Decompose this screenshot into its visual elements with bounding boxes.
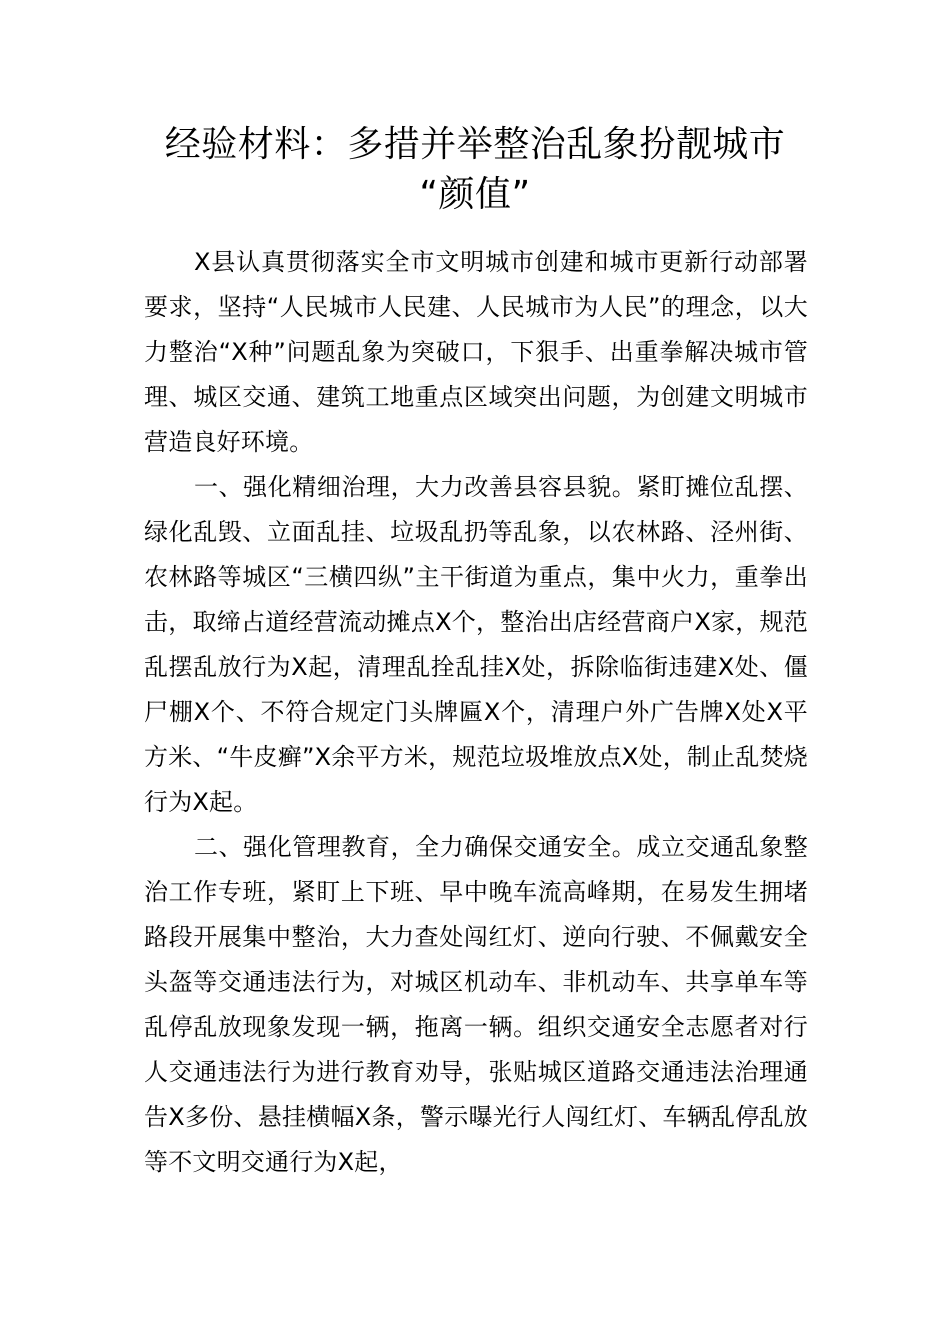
document-title [120, 120, 830, 220]
intro-paragraph: X县认真贯彻落实全市文明城市创建和城市更新行动部署要求，坚持“人民城市人民建、人民城市为人民”的理念，以大力整治“X种”问题乱象为突破口，下狠手、出重拳解决城市管理、城区交通、建筑工地重点区域突出问题，为创建文明城市营造良好环境。 [144, 248, 808, 456]
title-line-1: 经验材料：多措并举整治乱象扮靓城市 [164, 124, 786, 165]
title-line-2: “颜值” [419, 174, 531, 215]
document-body [144, 240, 808, 1185]
section-two-paragraph: 二、强化管理教育，全力确保交通安全。成立交通乱象整治工作专班，紧盯上下班、早中晚车流高峰期，在易发生拥堵路段开展集中整治，大力查处闯红灯、逆向行驶、不佩戴安全头盔等交通违法行为，对城区机动车、非机动车、共享单车等乱停乱放现象发现一辆，拖离一辆。组织交通安全志愿者对行人交通违法行为进行教育劝导，张贴城区道路交通违法治理通告X多份、悬挂横幅X条，警示曝光行人闯红灯、车辆乱停乱放等不文明交通行为X起， [144, 833, 808, 1176]
section-one-paragraph: 一、强化精细治理，大力改善县容县貌。紧盯摊位乱摆、绿化乱毁、立面乱挂、垃圾乱扔等乱象，以农林路、泾州街、农林路等城区“三横四纵”主干街道为重点，集中火力，重拳出击，取缔占道经营流动摊点X个，整治出店经营商户X家，规范乱摆乱放行为X起，清理乱拴乱挂X处，拆除临街违建X处、僵尸棚X个、不符合规定门头牌匾X个，清理户外广告牌X处X平方米、“牛皮癣”X余平方米，规范垃圾堆放点X处，制止乱焚烧行为X起。 [144, 473, 808, 816]
